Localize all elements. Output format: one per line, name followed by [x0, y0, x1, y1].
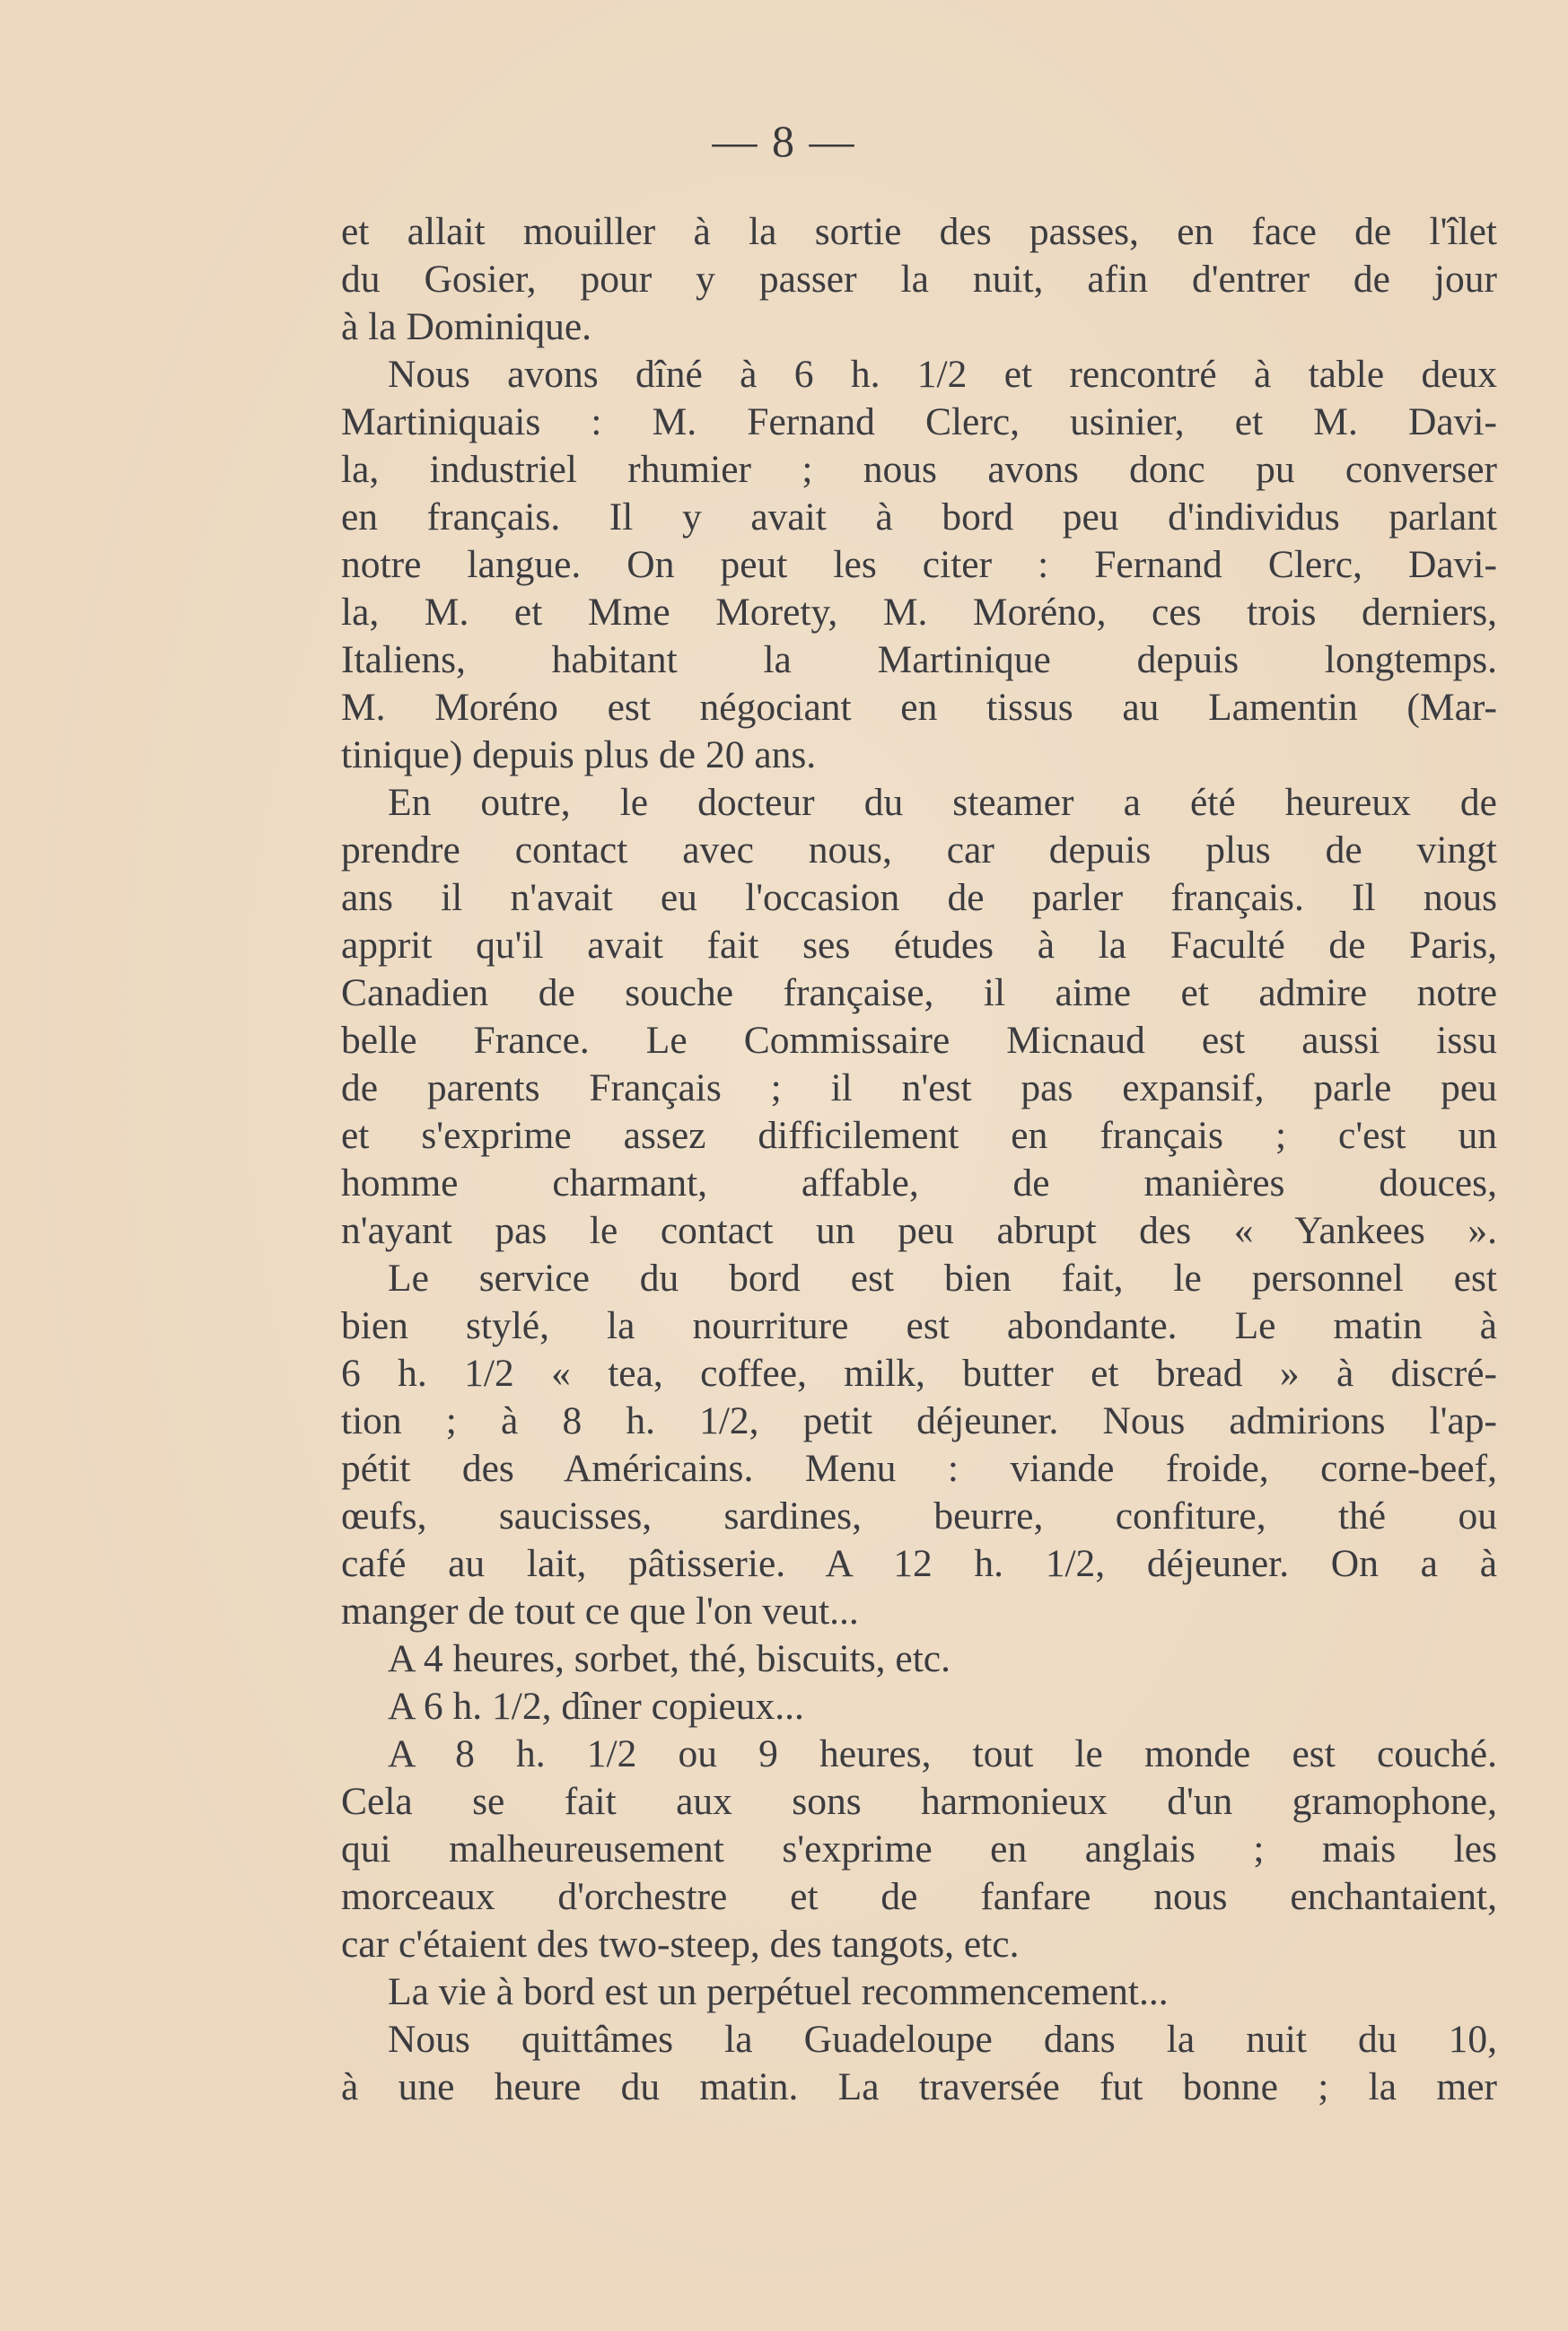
text-line: car c'étaient des two-steep, des tangots, etc.: [341, 1923, 1020, 1966]
text-line: Nous quittâmes la Guadeloupe dans la nuit du 10,: [388, 2018, 1497, 2061]
text-line: A 4 heures, sorbet, thé, biscuits, etc.: [388, 1637, 950, 1680]
text-line: Le service du bord est bien fait, le personnel est: [388, 1257, 1497, 1300]
text-line: La vie à bord est un perpétuel recommencement...: [388, 1970, 1169, 2013]
page-number: — 8 —: [712, 116, 856, 166]
text-line: Italiens, habitant la Martinique depuis longtemps.: [341, 638, 1497, 681]
text-line: Martiniquais : M. Fernand Clerc, usinier, et M. Davi-: [341, 400, 1497, 443]
body-text: [341, 208, 1497, 2111]
text-line: la, industriel rhumier ; nous avons donc pu converser: [341, 448, 1497, 491]
text-line: 6 h. 1/2 « tea, coffee, milk, butter et bread » à discré-: [341, 1352, 1497, 1395]
text-line: morceaux d'orchestre et de fanfare nous enchantaient,: [341, 1875, 1497, 1918]
text-line: Nous avons dîné à 6 h. 1/2 et rencontré à table deux: [388, 353, 1497, 396]
text-line: Cela se fait aux sons harmonieux d'un gramophone,: [341, 1780, 1497, 1823]
text-line: en français. Il y avait à bord peu d'individus parlant: [341, 495, 1497, 539]
text-line: et allait mouiller à la sortie des passes, en face de l'îlet: [341, 210, 1497, 253]
text-line: A 6 h. 1/2, dîner copieux...: [388, 1685, 804, 1728]
text-line: la, M. et Mme Morety, M. Moréno, ces trois derniers,: [341, 591, 1497, 634]
text-line: bien stylé, la nourriture est abondante. Le matin à: [341, 1304, 1497, 1347]
text-line: belle France. Le Commissaire Micnaud est aussi issu: [341, 1019, 1497, 1062]
text-line: œufs, saucisses, sardines, beurre, confiture, thé ou: [341, 1494, 1497, 1538]
text-line: M. Moréno est négociant en tissus au Lamentin (Mar-: [341, 686, 1497, 729]
text-line: En outre, le docteur du steamer a été heureux de: [388, 781, 1497, 824]
text-line: à une heure du matin. La traversée fut bonne ; la mer: [341, 2065, 1497, 2108]
text-line: manger de tout ce que l'on veut...: [341, 1590, 859, 1633]
text-line: café au lait, pâtisserie. A 12 h. 1/2, déjeuner. On a à: [341, 1542, 1497, 1585]
text-line: qui malheureusement s'exprime en anglais ; mais les: [341, 1827, 1497, 1871]
text-line: pétit des Américains. Menu : viande froide, corne-beef,: [341, 1447, 1497, 1490]
text-line: apprit qu'il avait fait ses études à la Faculté de Paris,: [341, 924, 1497, 967]
text-line: ans il n'avait eu l'occasion de parler français. Il nous: [341, 876, 1497, 919]
text-line: tinique) depuis plus de 20 ans.: [341, 733, 817, 776]
text-line: n'ayant pas le contact un peu abrupt des « Yankees ».: [341, 1209, 1497, 1252]
text-line: notre langue. On peut les citer : Fernand Clerc, Davi-: [341, 543, 1497, 586]
text-line: à la Dominique.: [341, 305, 592, 348]
text-line: Canadien de souche française, il aime et admire notre: [341, 971, 1497, 1014]
text-line: tion ; à 8 h. 1/2, petit déjeuner. Nous admirions l'ap-: [341, 1399, 1497, 1442]
text-line: et s'exprime assez difficilement en français ; c'est un: [341, 1114, 1497, 1157]
text-line: prendre contact avec nous, car depuis plus de vingt: [341, 828, 1497, 872]
text-line: de parents Français ; il n'est pas expansif, parle peu: [341, 1066, 1497, 1109]
text-line: du Gosier, pour y passer la nuit, afin d'entrer de jour: [341, 258, 1497, 301]
text-line: A 8 h. 1/2 ou 9 heures, tout le monde est couché.: [388, 1732, 1497, 1775]
text-line: homme charmant, affable, de manières douces,: [341, 1161, 1497, 1205]
